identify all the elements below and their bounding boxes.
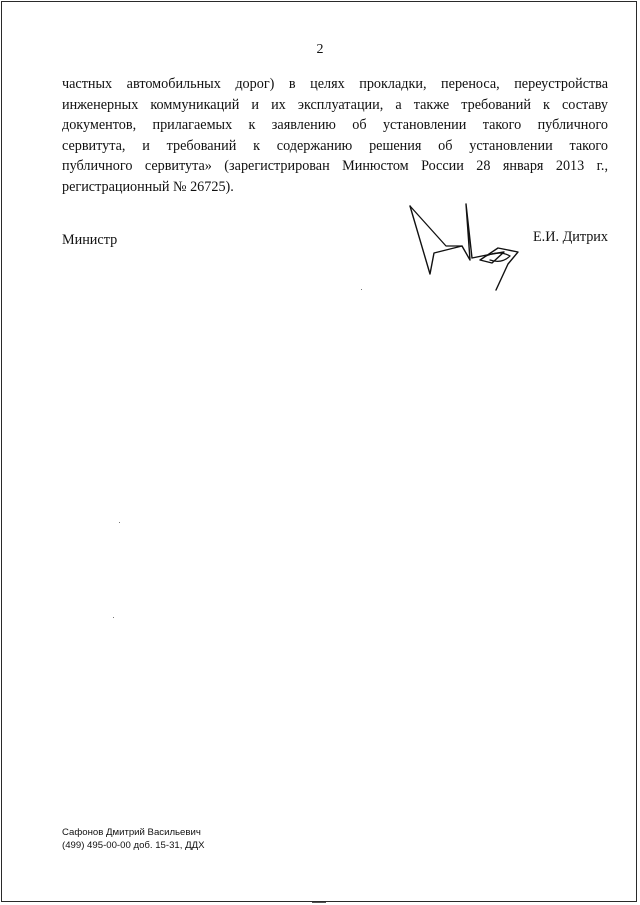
executor-phone: (499) 495-00-00 доб. 15-31, ДДХ bbox=[62, 840, 205, 851]
scan-speck bbox=[361, 289, 362, 290]
bottom-edge-mark bbox=[312, 902, 326, 903]
handwritten-signature bbox=[400, 198, 530, 294]
body-line: частных автомобильных дорог) в целях прокладки, переноса, переустройства bbox=[62, 76, 608, 92]
page-number: 2 bbox=[316, 42, 324, 57]
scan-speck bbox=[119, 522, 120, 523]
executor-name: Сафонов Дмитрий Васильевич bbox=[62, 827, 201, 838]
body-line: инженерных коммуникаций и их эксплуатации, а также требований к составу bbox=[62, 96, 608, 113]
body-paragraph bbox=[62, 74, 608, 197]
body-line: регистрационный № 26725). bbox=[62, 178, 234, 195]
body-line: публичного сервитута» (зарегистрирован Минюстом России 28 января 2013 г., bbox=[62, 158, 608, 174]
scan-speck bbox=[113, 617, 114, 618]
signer-name: Е.И. Дитрих bbox=[533, 229, 608, 245]
body-line: документов, прилагаемых к заявлению об установлении такого публичного bbox=[62, 117, 608, 133]
executor-info bbox=[62, 826, 205, 852]
body-line: сервитута, и требований к содержанию решения об установлении такого bbox=[62, 137, 608, 154]
signer-position: Министр bbox=[62, 232, 118, 248]
